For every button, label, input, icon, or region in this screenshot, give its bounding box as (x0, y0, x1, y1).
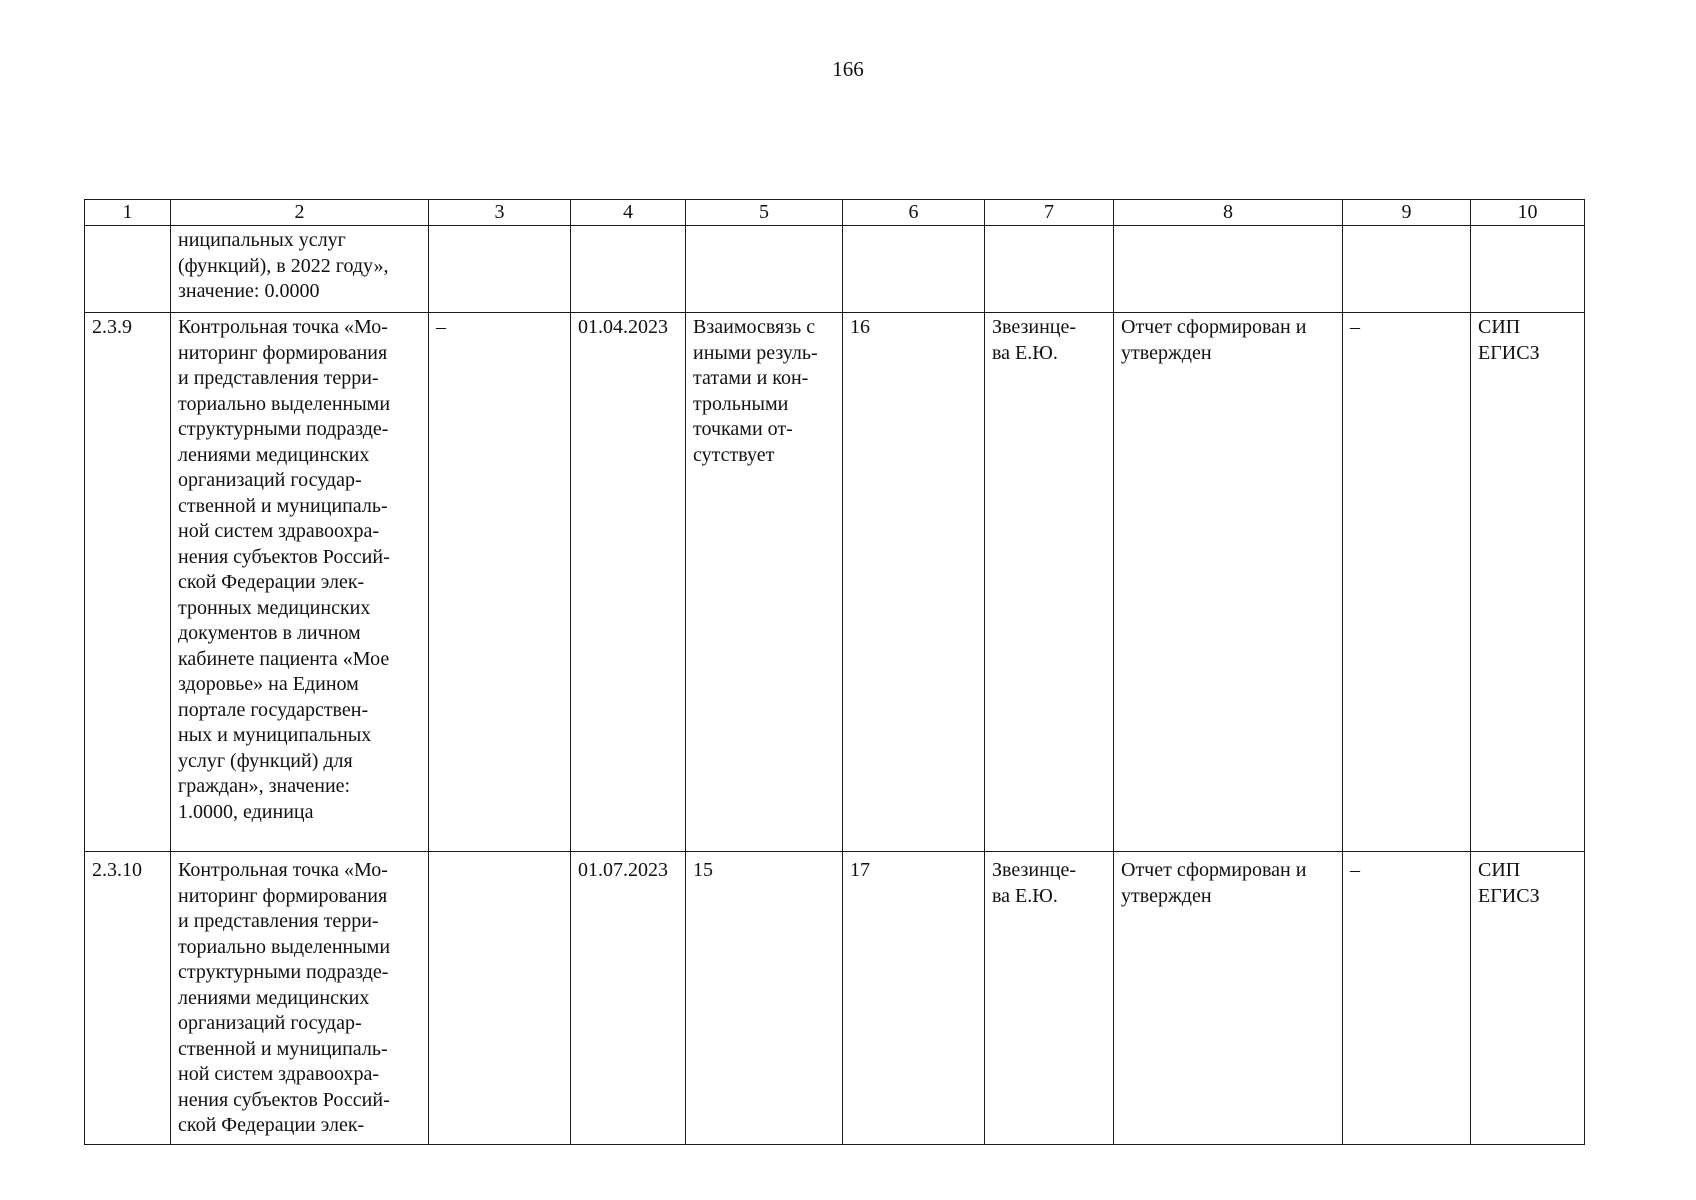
table-cell-9: – (1343, 852, 1471, 1145)
page-number: 166 (832, 57, 864, 81)
header-cell-9: 9 (1343, 200, 1471, 226)
table-cell-3 (429, 226, 571, 313)
header-cell-10: 10 (1471, 200, 1585, 226)
table-row-continuation (85, 226, 1585, 313)
table-cell-6 (843, 226, 985, 313)
table-cell-3 (429, 852, 571, 1145)
table-cell-date: 01.07.2023 (571, 852, 686, 1145)
table-cell-responsible: Звезинце- ва Е.Ю. (985, 313, 1114, 852)
table-cell-number: 2.3.10 (85, 852, 171, 1145)
table-cell-description: Контрольная точка «Мо- ниторинг формирования и представления терри- ториально выделенными структурными подразде- лениями медицинских организаций государ- ственной и муниципаль- ной систем здравоохра- нения субъектов Россий- ской Федерации элек- (171, 852, 429, 1145)
table-cell-result: Отчет сформирован и утвержден (1114, 313, 1343, 852)
table-cell-responsible: Звезинце- ва Е.Ю. (985, 852, 1114, 1145)
header-cell-6: 6 (843, 200, 985, 226)
table-row-2-3-10 (85, 852, 1585, 1145)
header-cell-2: 2 (171, 200, 429, 226)
header-cell-3: 3 (429, 200, 571, 226)
plan-table (84, 199, 1585, 1145)
table-cell-number: 2.3.9 (85, 313, 171, 852)
header-row (85, 200, 1585, 226)
header-cell-8: 8 (1114, 200, 1343, 226)
table-cell-system: СИП ЕГИСЗ (1471, 313, 1585, 852)
table-cell-relation: Взаимосвязь с иными резуль- татами и кон- трольными точками от- сутствует (686, 313, 843, 852)
header-cell-7: 7 (985, 200, 1114, 226)
table-cell-description: ниципальных услуг (функций), в 2022 году», значение: 0.0000 (171, 226, 429, 313)
header-cell-1: 1 (85, 200, 171, 226)
table-cell-result: Отчет сформирован и утвержден (1114, 852, 1343, 1145)
table-cell-number (85, 226, 171, 313)
table-cell-system: СИП ЕГИСЗ (1471, 852, 1585, 1145)
table-row-2-3-9 (85, 313, 1585, 852)
table-cell-6: 16 (843, 313, 985, 852)
header-cell-5: 5 (686, 200, 843, 226)
table-cell-date (571, 226, 686, 313)
table-cell-relation (686, 226, 843, 313)
table-cell-responsible (985, 226, 1114, 313)
table-cell-system (1471, 226, 1585, 313)
header-cell-4: 4 (571, 200, 686, 226)
table-cell-3: – (429, 313, 571, 852)
table-cell-relation: 15 (686, 852, 843, 1145)
table-cell-9: – (1343, 313, 1471, 852)
table-cell-result (1114, 226, 1343, 313)
table-cell-date: 01.04.2023 (571, 313, 686, 852)
table-cell-6: 17 (843, 852, 985, 1145)
table-cell-9 (1343, 226, 1471, 313)
table-cell-description: Контрольная точка «Мо- ниторинг формирования и представления терри- ториально выделенными структурными подразде- лениями медицинских организаций государ- ственной и муниципаль- ной систем здравоохра- нения субъектов Россий- ской Федерации элек- тронных медицинских документов в личном кабинете пациента «Мое здоровье» на Едином портале государствен- ных и муниципальных услуг (функций) для граждан», значение: 1.0000, единица (171, 313, 429, 852)
